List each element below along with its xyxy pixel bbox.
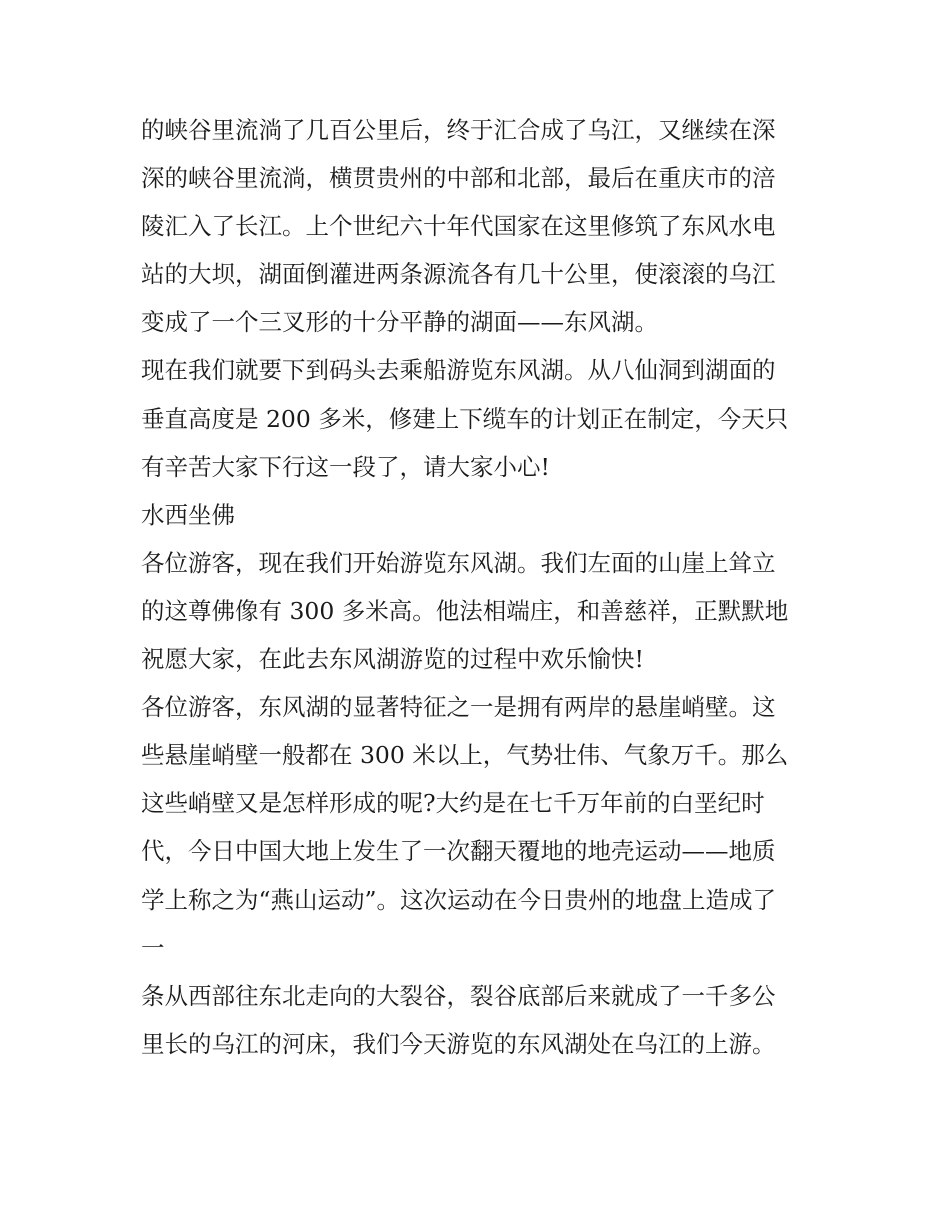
text-line-11: 的这尊佛像有 300 多米高。他法相端庄，和善慈祥，正默默地 [141, 596, 789, 625]
text-line-14: 些悬崖峭壁一般都在 300 米以上，气势壮伟、气象万千。那么 [141, 741, 789, 770]
text-line-20: 里长的乌江的河床，我们今天游览的东风湖处在乌江的上游。 [141, 1029, 776, 1058]
text-line-8: 有辛苦大家下行这一段了，请大家小心! [141, 452, 550, 481]
text-line-16: 代，今日中国大地上发生了一次翻天覆地的地壳运动——地质 [141, 837, 776, 866]
text-line-5: 变成了一个三叉形的十分平静的湖面——东风湖。 [141, 308, 658, 337]
text-line-12: 祝愿大家，在此去东风湖游览的过程中欢乐愉快! [141, 645, 644, 674]
text-line-19: 条从西部往东北走向的大裂谷，裂谷底部后来就成了一千多公 [141, 981, 776, 1010]
text-line-17: 学上称之为“燕山运动”。这次运动在今日贵州的地盘上造成了 [141, 885, 777, 914]
text-line-4: 站的大坝，湖面倒灌进两条源流各有几十公里，使滚滚的乌江 [141, 260, 776, 289]
text-line-10: 各位游客，现在我们开始游览东风湖。我们左面的山崖上耸立 [141, 548, 776, 577]
text-line-13: 各位游客，东风湖的显著特征之一是拥有两岸的悬崖峭壁。这 [141, 693, 776, 722]
text-line-2: 深的峡谷里流淌，横贯贵州的中部和北部，最后在重庆市的涪 [141, 164, 776, 193]
text-line-18: 一 [141, 933, 165, 962]
text-line-6: 现在我们就要下到码头去乘船游览东风湖。从八仙洞到湖面的 [141, 356, 776, 385]
text-line-15: 这些峭壁又是怎样形成的呢?大约是在七千万年前的白垩纪时 [141, 789, 765, 818]
text-line-3: 陵汇入了长江。上个世纪六十年代国家在这里修筑了东风水电 [141, 212, 776, 241]
text-line-7: 垂直高度是 200 多米，修建上下缆车的计划正在制定，今天只 [141, 404, 789, 433]
document-body [141, 106, 821, 1068]
text-line-1: 的峡谷里流淌了几百公里后，终于汇合成了乌江，又继续在深 [141, 116, 776, 144]
section-heading-shuixi-buddha: 水西坐佛 [141, 500, 235, 529]
